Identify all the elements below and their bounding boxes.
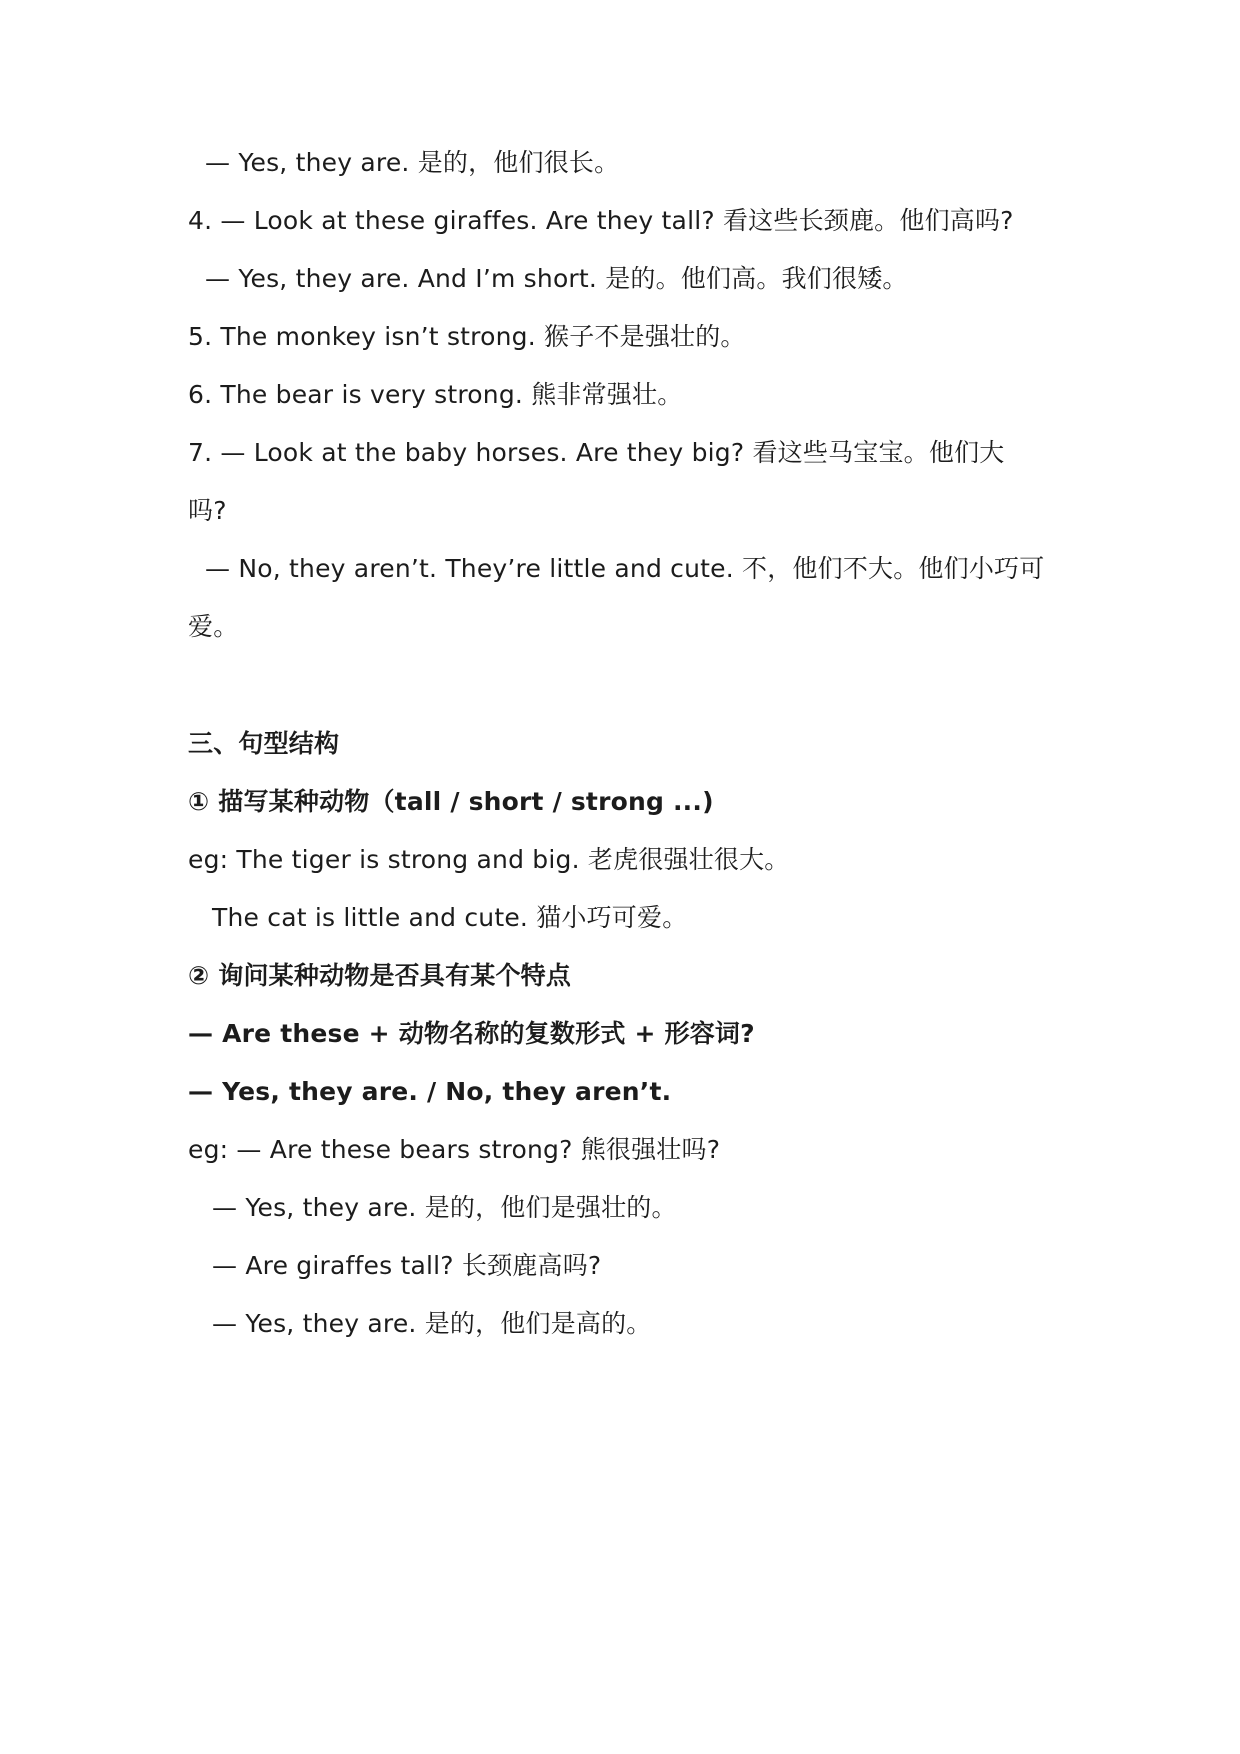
item-7-question-cont: 吗? (188, 496, 227, 525)
answer-line-3: — Yes, they are. 是的，他们很长。 (205, 148, 620, 177)
pattern-2-heading: ② 询问某种动物是否具有某个特点 (188, 961, 572, 990)
pattern-2-answer: — Yes, they are. / No, they aren’t. (188, 1077, 672, 1106)
pattern-2-example-answer-2: — Yes, they are. 是的，他们是高的。 (212, 1309, 652, 1338)
item-4-answer: — Yes, they are. And I’m short. 是的。他们高。我们很矮。 (205, 264, 908, 293)
pattern-2-example-question-2: — Are giraffes tall? 长颈鹿高吗? (212, 1251, 602, 1280)
pattern-1-example-1: eg: The tiger is strong and big. 老虎很强壮很大。 (188, 845, 790, 874)
item-7-answer: — No, they aren’t. They’re little and cute. 不，他们不大。他们小巧可 (205, 554, 1045, 583)
pattern-1-example-2: The cat is little and cute. 猫小巧可爱。 (212, 903, 688, 932)
item-4-question: 4. — Look at these giraffes. Are they tall? 看这些长颈鹿。他们高吗? (188, 206, 1014, 235)
pattern-2-example-question-1: eg: — Are these bears strong? 熊很强壮吗? (188, 1135, 721, 1164)
pattern-1-heading: ① 描写某种动物（tall / short / strong ...) (188, 787, 714, 816)
item-6: 6. The bear is very strong. 熊非常强壮。 (188, 380, 683, 409)
item-5: 5. The monkey isn’t strong. 猴子不是强壮的。 (188, 322, 746, 351)
item-7-question: 7. — Look at the baby horses. Are they big? 看这些马宝宝。他们大 (188, 438, 1005, 467)
pattern-2-question: — Are these + 动物名称的复数形式 + 形容词? (188, 1019, 755, 1048)
pattern-2-example-answer-1: — Yes, they are. 是的，他们是强壮的。 (212, 1193, 677, 1222)
section-heading: 三、句型结构 (188, 729, 340, 758)
item-7-answer-cont: 爱。 (188, 612, 239, 641)
